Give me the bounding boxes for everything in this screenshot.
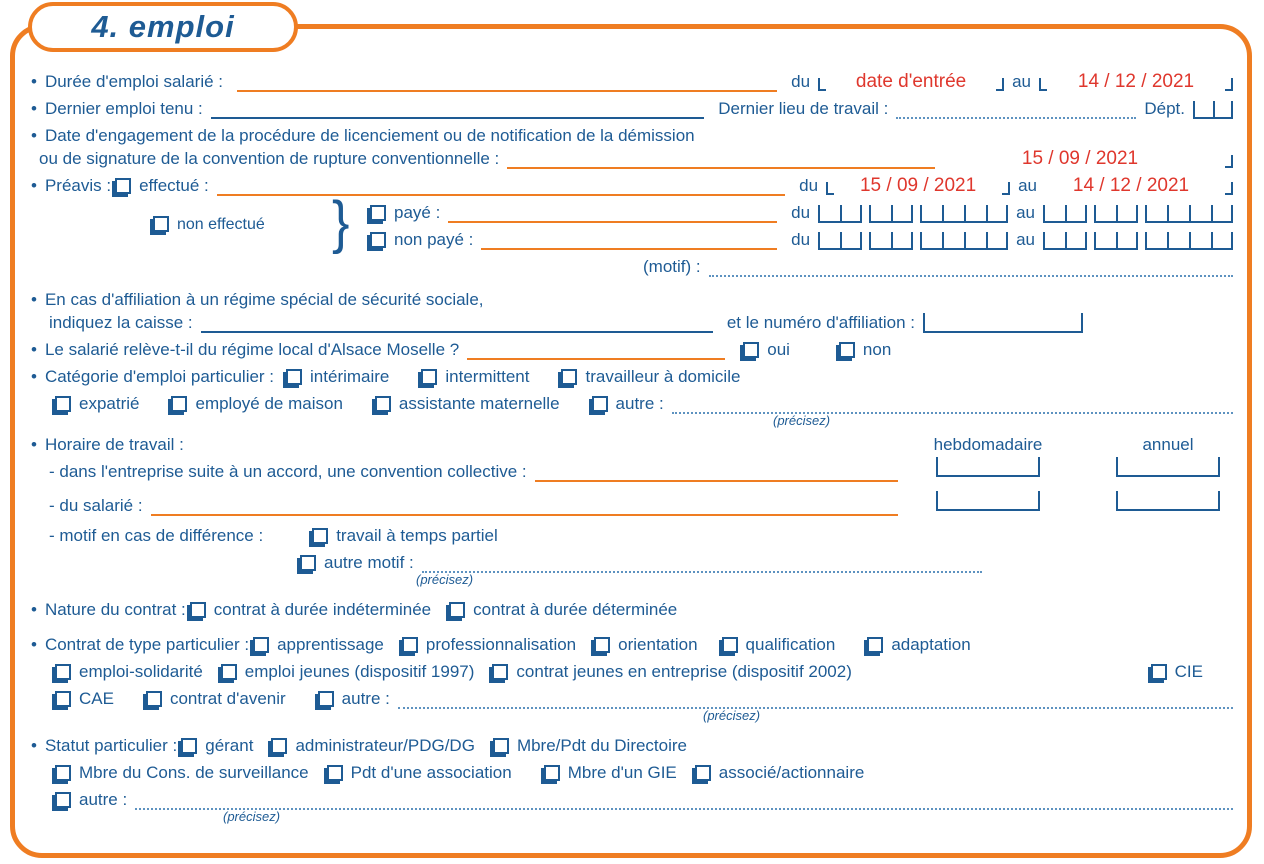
horaire-autre-row	[296, 552, 1233, 573]
engagement-value[interactable]: 15 / 09 / 2021	[1021, 148, 1139, 169]
statut-autre-field[interactable]	[135, 806, 1233, 810]
checkbox-non[interactable]	[839, 342, 855, 358]
dernier-lieu-label: Dernier lieu de travail :	[718, 99, 889, 118]
duree-emploi-row	[31, 71, 1233, 92]
checkbox-travailleur-domicile[interactable]	[561, 369, 577, 385]
bracket-right	[1225, 78, 1233, 91]
bracket-right	[996, 78, 1004, 91]
alsace-field[interactable]	[467, 356, 725, 360]
affiliation-row-1	[31, 289, 1233, 310]
apprentissage-label: apprentissage	[277, 635, 384, 654]
checkbox-intermittent[interactable]	[421, 369, 437, 385]
checkbox-non-paye[interactable]	[370, 232, 386, 248]
preavis-label: • Préavis :	[31, 175, 111, 196]
numero-affiliation-label: et le numéro d'affiliation :	[726, 313, 915, 332]
bracket-right	[1225, 182, 1233, 195]
horaire-label: • Horaire de travail :	[31, 434, 184, 455]
orientation-label: orientation	[618, 635, 698, 654]
gerant-label: gérant	[205, 736, 254, 755]
duree-au-value[interactable]: 14 / 12 / 2021	[1077, 71, 1195, 92]
horaire-salarie-label: - du salarié :	[49, 496, 143, 515]
bracket-left	[826, 182, 834, 195]
checkbox-adaptation[interactable]	[867, 637, 883, 653]
non-effectue-label: non effectué	[177, 216, 265, 233]
expatrie-label: expatrié	[79, 394, 140, 413]
engagement-line2: ou de signature de la convention de rupture conventionnelle :	[39, 149, 500, 168]
section-content	[31, 47, 1233, 853]
duree-emploi-label: • Durée d'emploi salarié :	[31, 71, 223, 92]
emploi-solidarite-label: emploi-solidarité	[79, 662, 203, 681]
checkbox-cie[interactable]	[1151, 664, 1167, 680]
dept-cells[interactable]	[1193, 101, 1233, 119]
paye-au-date-cells[interactable]	[1043, 205, 1233, 223]
cdi-label: contrat à durée indéterminée	[213, 600, 432, 619]
hebdomadaire-colhead: hebdomadaire	[933, 435, 1043, 454]
cie-label: CIE	[1174, 662, 1203, 681]
horaire-entreprise-annuel-box[interactable]	[1116, 457, 1220, 477]
dernier-emploi-field[interactable]	[211, 115, 705, 119]
engagement-row-1	[31, 125, 1233, 146]
categorie-autre-label: autre :	[615, 394, 664, 413]
non-effectue-item	[149, 216, 265, 234]
horaire-salarie-field[interactable]	[151, 512, 898, 516]
employe-maison-label: employé de maison	[195, 394, 343, 413]
categorie-row-1	[31, 366, 1233, 387]
cae-label: CAE	[79, 689, 114, 708]
duree-du-label: du	[791, 72, 811, 91]
categorie-label: • Catégorie d'emploi particulier :	[31, 366, 274, 387]
motif-label: (motif) :	[643, 257, 701, 276]
checkbox-oui[interactable]	[743, 342, 759, 358]
checkbox-professionnalisation[interactable]	[402, 637, 418, 653]
emploi-jeunes-label: emploi jeunes (dispositif 1997)	[244, 662, 475, 681]
checkbox-associe-actionnaire[interactable]	[695, 765, 711, 781]
statut-row-3	[31, 789, 1233, 810]
bracket-right	[1002, 182, 1010, 195]
administrateur-label: administrateur/PDG/DG	[295, 736, 475, 755]
bracket-left	[818, 78, 826, 91]
caisse-label: indiquez la caisse :	[49, 313, 193, 332]
non-paye-au-label: au	[1016, 230, 1035, 249]
contrat-type-label: • Contrat de type particulier :	[31, 634, 249, 655]
section-title-tab	[28, 2, 298, 52]
checkbox-emploi-solidarite[interactable]	[55, 664, 71, 680]
categorie-row-2	[31, 393, 1233, 414]
paye-field[interactable]	[448, 219, 777, 223]
checkbox-gerant[interactable]	[181, 738, 197, 754]
autre-motif-field[interactable]	[422, 569, 982, 573]
checkbox-assistante-maternelle[interactable]	[375, 396, 391, 412]
preavis-effectue-label: effectué :	[139, 176, 209, 195]
categorie-precisez	[773, 414, 1233, 428]
engagement-field[interactable]	[507, 165, 935, 169]
affiliation-row-2	[31, 312, 1233, 333]
preavis-row	[31, 175, 1233, 196]
horaire-header-row	[31, 434, 1233, 455]
precisez-label: (précisez)	[416, 572, 474, 587]
dept-label: Dépt.	[1144, 99, 1185, 118]
horaire-entreprise-label: - dans l'entreprise suite à un accord, une convention collective :	[49, 462, 527, 481]
intermittent-label: intermittent	[445, 367, 530, 386]
horaire-entreprise-field[interactable]	[535, 478, 898, 482]
engagement-row-2	[31, 148, 1233, 169]
horaire-row-3	[31, 525, 1233, 546]
paye-row	[366, 202, 1233, 223]
non-paye-row	[366, 229, 1233, 250]
mbre-pdt-directoire-label: Mbre/Pdt du Directoire	[516, 736, 688, 755]
dernier-emploi-label: • Dernier emploi tenu :	[31, 98, 203, 119]
temps-partiel-label: travail à temps partiel	[336, 526, 498, 545]
cdd-label: contrat à durée déterminée	[473, 600, 678, 619]
affiliation-line1: • En cas d'affiliation à un régime spécial de sécurité sociale,	[31, 289, 484, 310]
brace-glyph: }	[331, 190, 350, 255]
autre-motif-label: autre motif :	[324, 553, 414, 572]
preavis-au-label: au	[1018, 176, 1037, 195]
checkbox-autre-motif[interactable]	[300, 555, 316, 571]
horaire-salarie-hebdo-box[interactable]	[936, 491, 1040, 511]
alsace-row	[31, 339, 1233, 360]
horaire-salarie-annuel-box[interactable]	[1116, 491, 1220, 511]
checkbox-administrateur[interactable]	[271, 738, 287, 754]
mbre-gie-label: Mbre d'un GIE	[567, 763, 677, 782]
contrat-type-autre-field[interactable]	[398, 705, 1233, 709]
checkbox-qualification[interactable]	[722, 637, 738, 653]
checkbox-categorie-autre[interactable]	[592, 396, 608, 412]
caisse-field[interactable]	[201, 329, 713, 333]
section-frame	[10, 24, 1252, 858]
checkbox-paye[interactable]	[370, 205, 386, 221]
non-paye-du-date-cells[interactable]	[818, 232, 1008, 250]
non-paye-field[interactable]	[481, 246, 777, 250]
preavis-effectue-field[interactable]	[217, 192, 785, 196]
checkbox-apprentissage[interactable]	[253, 637, 269, 653]
paye-label: payé :	[394, 203, 441, 222]
paye-au-label: au	[1016, 203, 1035, 222]
non-paye-au-date-cells[interactable]	[1043, 232, 1233, 250]
checkbox-pdt-association[interactable]	[327, 765, 343, 781]
checkbox-contrat-jeunes[interactable]	[492, 664, 508, 680]
statut-autre-label: autre :	[79, 790, 128, 809]
precisez-label: (précisez)	[223, 809, 281, 824]
checkbox-temps-partiel[interactable]	[312, 528, 328, 544]
contrat-type-precisez	[703, 709, 1233, 723]
non-paye-du-label: du	[791, 230, 811, 249]
checkbox-mbre-conseil-surveillance[interactable]	[55, 765, 71, 781]
checkbox-cdd[interactable]	[449, 602, 465, 618]
checkbox-expatrie[interactable]	[55, 396, 71, 412]
bracket-left	[1039, 78, 1047, 91]
checkbox-contrat-type-autre[interactable]	[318, 691, 334, 707]
horaire-row-1	[31, 457, 1233, 482]
duree-emploi-field[interactable]	[237, 88, 777, 92]
horaire-motif-label: - motif en cas de différence :	[49, 526, 264, 545]
statut-precisez	[223, 810, 1233, 824]
annuel-colhead: annuel	[1142, 435, 1194, 454]
horaire-entreprise-hebdo-box[interactable]	[936, 457, 1040, 477]
checkbox-interimaire[interactable]	[286, 369, 302, 385]
contrat-type-row-2	[31, 661, 1233, 682]
associe-actionnaire-label: associé/actionnaire	[718, 763, 865, 782]
checkbox-employe-maison[interactable]	[171, 396, 187, 412]
checkbox-statut-autre[interactable]	[55, 792, 71, 808]
statut-row-2	[31, 762, 1233, 783]
professionnalisation-label: professionnalisation	[425, 635, 577, 654]
paye-du-label: du	[791, 203, 811, 222]
statut-label: • Statut particulier :	[31, 735, 177, 756]
horaire-precisez	[416, 573, 1233, 587]
motif-row	[643, 256, 1233, 277]
preavis-du-label: du	[799, 176, 819, 195]
travailleur-domicile-label: travailleur à domicile	[585, 367, 741, 386]
preavis-non-effectue-block	[31, 190, 1233, 255]
precisez-label: (précisez)	[773, 413, 831, 428]
checkbox-cae[interactable]	[55, 691, 71, 707]
assistante-maternelle-label: assistante maternelle	[398, 394, 560, 413]
checkbox-mbre-gie[interactable]	[544, 765, 560, 781]
pdt-association-label: Pdt d'une association	[350, 763, 512, 782]
paye-du-date-cells[interactable]	[818, 205, 1008, 223]
horaire-row-2	[31, 491, 1233, 516]
adaptation-label: adaptation	[891, 635, 971, 654]
non-paye-label: non payé :	[394, 230, 474, 249]
preavis-du-value[interactable]: 15 / 09 / 2021	[859, 175, 977, 196]
non-label: non	[862, 340, 892, 359]
checkbox-preavis-effectue[interactable]	[115, 178, 131, 194]
checkbox-non-effectue[interactable]	[153, 216, 169, 232]
checkbox-emploi-jeunes[interactable]	[221, 664, 237, 680]
duree-du-value[interactable]: date d'entrée	[855, 71, 967, 92]
alsace-label: • Le salarié relève-t-il du régime local d'Alsace Moselle ?	[31, 339, 459, 360]
contrat-type-autre-label: autre :	[341, 689, 390, 708]
contrat-avenir-label: contrat d'avenir	[169, 689, 286, 708]
dernier-emploi-row	[31, 98, 1233, 119]
contrat-type-row-1	[31, 634, 1233, 655]
precisez-label: (précisez)	[703, 708, 761, 723]
categorie-autre-field[interactable]	[672, 410, 1233, 414]
bracket-right	[1225, 155, 1233, 168]
interimaire-label: intérimaire	[310, 367, 390, 386]
motif-field[interactable]	[709, 273, 1233, 277]
engagement-line1: • Date d'engagement de la procédure de licenciement ou de notification de la démission	[31, 125, 695, 146]
contrat-type-row-3	[31, 688, 1233, 709]
checkbox-contrat-avenir[interactable]	[146, 691, 162, 707]
checkbox-orientation[interactable]	[594, 637, 610, 653]
contrat-jeunes-label: contrat jeunes en entreprise (dispositif 2002)	[516, 662, 852, 681]
section-title: 4. emploi	[91, 9, 235, 44]
duree-au-label: au	[1012, 72, 1031, 91]
oui-label: oui	[767, 340, 790, 359]
dernier-lieu-field[interactable]	[896, 115, 1136, 119]
preavis-au-value[interactable]: 14 / 12 / 2021	[1072, 175, 1190, 196]
checkbox-mbre-pdt-directoire[interactable]	[493, 738, 509, 754]
mbre-conseil-surveillance-label: Mbre du Cons. de surveillance	[79, 763, 309, 782]
numero-affiliation-field[interactable]	[923, 313, 1083, 333]
nature-label: • Nature du contrat :	[31, 599, 186, 620]
statut-row-1	[31, 735, 1233, 756]
checkbox-cdi[interactable]	[190, 602, 206, 618]
qualification-label: qualification	[745, 635, 836, 654]
nature-contrat-row	[31, 599, 1233, 620]
